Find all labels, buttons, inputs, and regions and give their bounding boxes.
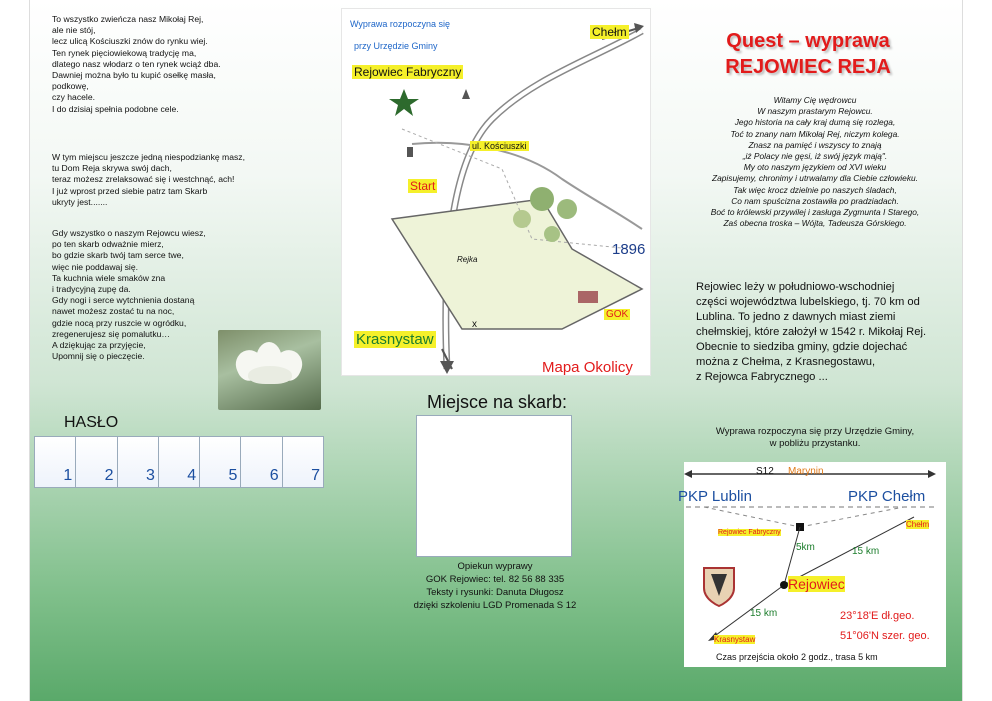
route-km-5: 5km <box>796 542 815 553</box>
right-panel <box>662 0 962 701</box>
church-icon <box>462 89 470 99</box>
title-line-1: Quest – wyprawa <box>726 30 890 52</box>
cell-number: 5 <box>228 467 238 484</box>
route-time: Czas przejścia około 2 godz., trasa 5 km <box>716 652 878 662</box>
treasure-stamp-box[interactable] <box>416 415 572 557</box>
water-lily-image <box>218 330 321 410</box>
route-rejowiec: Rejowiec <box>788 576 845 592</box>
route-pkp-lublin: PKP Lublin <box>678 488 752 505</box>
welcome-poem: Witamy Cię wędrowcu W naszym prastarym Rejowcu. Jego historia na cały kraj dumą się rozlega, Toć to znany nam Mikołaj Rej, niczym kolega. Znasz na pamięć i wszyscy to znają „iż Polacy nie gęsi, iż swój język mają". My oto naszym językiem od XVI wieku Zapisujemy, chronimy i utrwalamy dla Ciebie człowieku. Tak więc krocz dzielnie po naszych śladach, Co nam spuścizna zostawiła po pradziadach. Boć to królewski przywilej i zasługa Zygmunta I Starego, Zaś obecna troska – Wójta, Tadeusza Górskiego. <box>710 95 920 229</box>
poem-stanza-1: To wszystko zwieńcza nasz Mikołaj Rej, ale nie stój, lecz ulicą Kościuszki znów do rynku wiej. Ten rynek pięciowiekową tradycję ma, dlatego nasz włodarz o ten rynek wciąż dba. Dawniej można było tu kupić osełkę masła, podkowę, czy hacele. I do dzisiaj spełnia podobne cele. <box>52 14 221 114</box>
left-margin <box>0 0 30 701</box>
map-label-chelm: Chełm <box>592 25 627 39</box>
route-km-15-south: 15 km <box>750 608 778 619</box>
poem-stanza-2: W tym miejscu jeszcze jedną niespodziankę masz, tu Dom Reja skrywa swój dach, teraz możesz zrelaksować się i westchnąć, ach! I już wprost przed siebie patrz tam Skarb ukryty jest....... <box>52 152 245 207</box>
password-grid[interactable] <box>34 436 324 488</box>
password-cell[interactable] <box>118 437 159 487</box>
right-margin <box>962 0 992 701</box>
map-label-krasnystaw: Krasnystaw <box>356 331 434 348</box>
map-label-start: Start <box>410 179 436 193</box>
treasure-place-label: Miejsce na skarb: <box>427 392 568 412</box>
map-label-year: 1896 <box>612 241 646 258</box>
route-rejowiec-fabryczny: Rejowiec Fabryczny <box>718 529 781 536</box>
cell-number: 3 <box>145 467 155 484</box>
poem-stanza-3: Gdy wszystko o naszym Rejowcu wiesz, po ten skarb odważnie mierz, bo gdzie skarb twój tam serce twe, więc nie poddawaj się. Ta kuchnia wiele smaków zna i tradycyjną zupę da. Gdy nogi i serce wytchnienia dostaną nawet możesz zostać tu na noc, gdzie nocą przy ruszcie w ogródku, zregenerujesz się pomalutku… A dziękując za przyjęcie, Upomnij się o pieczęcie. <box>52 228 206 362</box>
cell-number: 6 <box>269 467 279 484</box>
password-cell[interactable] <box>200 437 241 487</box>
route-marynin: Marynin <box>788 466 824 477</box>
map-x-mark: x <box>472 319 477 330</box>
route-latitude: 51°06'N szer. geo. <box>840 630 930 642</box>
route-longitude: 23°18'E dł.geo. <box>840 610 915 622</box>
map-label-gok: GOK <box>606 309 629 320</box>
route-km-15-north: 15 km <box>852 546 880 557</box>
cell-number: 1 <box>63 467 73 484</box>
cell-number: 4 <box>187 467 197 484</box>
cell-number: 2 <box>104 467 114 484</box>
route-krasnystaw: Krasnystaw <box>714 635 756 644</box>
password-cell[interactable] <box>35 437 76 487</box>
route-pkp-chelm: PKP Chełm <box>848 488 926 505</box>
map-label-street: ul. Kościuszki <box>472 141 527 151</box>
password-cell[interactable] <box>76 437 117 487</box>
password-cell[interactable] <box>241 437 282 487</box>
password-cell[interactable] <box>159 437 200 487</box>
area-map <box>341 8 651 376</box>
map-start-note-1: Wyprawa rozpoczyna się <box>350 19 450 29</box>
map-label-river: Rejka <box>457 255 478 264</box>
map-label-rejowiec-fabryczny: Rejowiec Fabryczny <box>354 65 462 79</box>
route-note: Wyprawa rozpoczyna się przy Urzędzie Gminy, w pobliżu przystanku. <box>715 426 915 449</box>
title-line-2: REJOWIEC REJA <box>725 56 891 78</box>
password-cell[interactable] <box>283 437 323 487</box>
left-panel <box>30 0 337 701</box>
map-start-note-2: przy Urzędzie Gminy <box>354 41 438 51</box>
route-chelm: Chełm <box>906 520 930 529</box>
cell-number: 7 <box>311 467 320 484</box>
route-diagram <box>678 462 946 667</box>
credits-text: Opiekun wyprawy GOK Rejowiec: tel. 82 56 88 335 Teksty i rysunki: Danuta Długosz dzięki szkoleniu LGD Promenada S 12 <box>413 561 577 611</box>
password-label: HASŁO <box>64 414 119 431</box>
map-title: Mapa Okolicy <box>542 359 633 376</box>
rejowiec-dot <box>780 581 788 589</box>
route-s12: S12 <box>756 466 774 477</box>
middle-panel <box>337 0 662 701</box>
star-icon <box>389 89 419 116</box>
description-text: Rejowiec leży w południowo-wschodniej części województwa lubelskiego, tj. 70 km od Lublina. To jedno z dawnych miast ziemi chełmskiej, które założył w 1542 r. Mikołaj Rej. Obecnie to siedziba gminy, gdzie dojechać można z Chełma, z Krasnegostawu, z Rejowca Fabrycznego ... <box>696 281 927 383</box>
